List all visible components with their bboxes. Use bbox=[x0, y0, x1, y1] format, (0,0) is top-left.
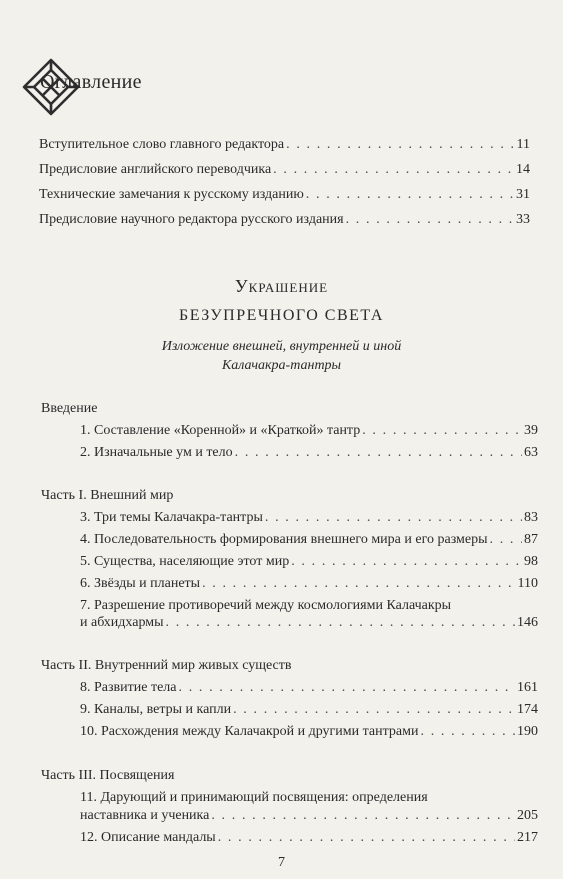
toc-entry-page: 11 bbox=[516, 137, 530, 152]
toc-entry[interactable] bbox=[80, 701, 538, 719]
toc-entry-page: 217 bbox=[517, 830, 538, 845]
leader-dots bbox=[421, 723, 516, 741]
leader-dots bbox=[362, 422, 522, 440]
book-subtitle: Изложение внешней, внутренней и иной bbox=[161, 339, 402, 354]
toc-entry-title: наставника и ученика bbox=[80, 808, 210, 823]
toc-entry-page: 190 bbox=[517, 724, 538, 739]
section-heading: Часть III. Посвящения bbox=[41, 768, 175, 783]
toc-entry-title: 5. Существа, населяющие этот мир bbox=[80, 554, 290, 569]
leader-dots bbox=[273, 161, 514, 179]
toc-entry-page: 39 bbox=[524, 423, 538, 438]
toc-entry[interactable] bbox=[80, 553, 538, 571]
toc-entry-page: 14 bbox=[516, 162, 530, 177]
toc-entry-title: Предисловие английского переводчика bbox=[39, 162, 272, 177]
leader-dots bbox=[211, 807, 515, 825]
toc-entry-page: 33 bbox=[516, 212, 530, 227]
book-subtitle-line2: Калачакра-тантры bbox=[221, 358, 342, 373]
toc-title: Оглавление bbox=[40, 71, 142, 93]
toc-entry-page: 87 bbox=[524, 532, 538, 547]
book-title: Украшение bbox=[234, 276, 329, 296]
toc-entry-title: Вступительное слово главного редактора bbox=[39, 137, 285, 152]
toc-entry-page: 31 bbox=[516, 187, 530, 202]
leader-dots bbox=[291, 553, 522, 571]
toc-entry[interactable] bbox=[39, 186, 530, 204]
toc-entry-page: 205 bbox=[517, 808, 538, 823]
leader-dots bbox=[346, 211, 514, 229]
toc-entry[interactable] bbox=[39, 161, 530, 179]
section-heading: Введение bbox=[41, 401, 98, 416]
toc-entry[interactable] bbox=[80, 829, 538, 847]
toc-entry[interactable] bbox=[80, 614, 538, 632]
toc-entry[interactable] bbox=[39, 136, 530, 154]
toc-entry-page: 161 bbox=[517, 680, 538, 695]
leader-dots bbox=[286, 136, 514, 154]
toc-entry-title: 2. Изначальные ум и тело bbox=[80, 445, 233, 460]
toc-entry-title: 1. Составление «Коренной» и «Краткой» тантр bbox=[80, 423, 361, 438]
page-number: 7 bbox=[278, 855, 285, 870]
toc-entry[interactable] bbox=[80, 575, 538, 593]
leader-dots bbox=[166, 614, 516, 632]
toc-entry-title: 10. Расхождения между Калачакрой и другими тантрами bbox=[80, 724, 419, 739]
toc-entry[interactable] bbox=[80, 807, 538, 825]
toc-entry[interactable] bbox=[39, 211, 530, 229]
book-title-line2: БЕЗУПРЕЧНОГО СВЕТА bbox=[179, 307, 384, 324]
toc-entry-title-line1[interactable]: 11. Дарующий и принимающий посвящения: определения bbox=[80, 790, 428, 805]
toc-entry-title: 6. Звёзды и планеты bbox=[80, 576, 201, 591]
toc-entry-title: 4. Последовательность формирования внешнего мира и его размеры bbox=[80, 532, 488, 547]
leader-dots bbox=[235, 444, 522, 462]
toc-entry-title: 9. Каналы, ветры и капли bbox=[80, 702, 232, 717]
leader-dots bbox=[265, 509, 522, 527]
leader-dots bbox=[306, 186, 514, 204]
toc-entry-page: 146 bbox=[517, 615, 538, 630]
toc-entry-title: 12. Описание мандалы bbox=[80, 830, 216, 845]
toc-entry[interactable] bbox=[80, 723, 538, 741]
toc-entry-title: Предисловие научного редактора русского издания bbox=[39, 212, 344, 227]
section-heading: Часть II. Внутренний мир живых существ bbox=[41, 658, 292, 673]
toc-entry[interactable] bbox=[80, 444, 538, 462]
section-heading: Часть I. Внешний мир bbox=[41, 488, 174, 503]
toc-entry[interactable] bbox=[80, 679, 538, 697]
leader-dots bbox=[233, 701, 515, 719]
leader-dots bbox=[202, 575, 515, 593]
toc-entry-title: 3. Три темы Калачакра-тантры bbox=[80, 510, 263, 525]
toc-entry[interactable] bbox=[80, 531, 538, 549]
leader-dots bbox=[490, 531, 522, 549]
toc-entry-title: и абхидхармы bbox=[80, 615, 164, 630]
leader-dots bbox=[218, 829, 515, 847]
toc-entry-page: 174 bbox=[517, 702, 538, 717]
toc-entry[interactable] bbox=[80, 509, 538, 527]
toc-entry-title: Технические замечания к русскому изданию bbox=[39, 187, 304, 202]
toc-entry-title-line1[interactable]: 7. Разрешение противоречий между космологиями Калачакры bbox=[80, 598, 452, 613]
leader-dots bbox=[179, 679, 516, 697]
toc-entry-title: 8. Развитие тела bbox=[80, 680, 177, 695]
toc-entry-page: 83 bbox=[524, 510, 538, 525]
toc-entry-page: 98 bbox=[524, 554, 538, 569]
toc-entry-page: 110 bbox=[517, 576, 538, 591]
toc-entry[interactable] bbox=[80, 422, 538, 440]
toc-entry-page: 63 bbox=[524, 445, 538, 460]
